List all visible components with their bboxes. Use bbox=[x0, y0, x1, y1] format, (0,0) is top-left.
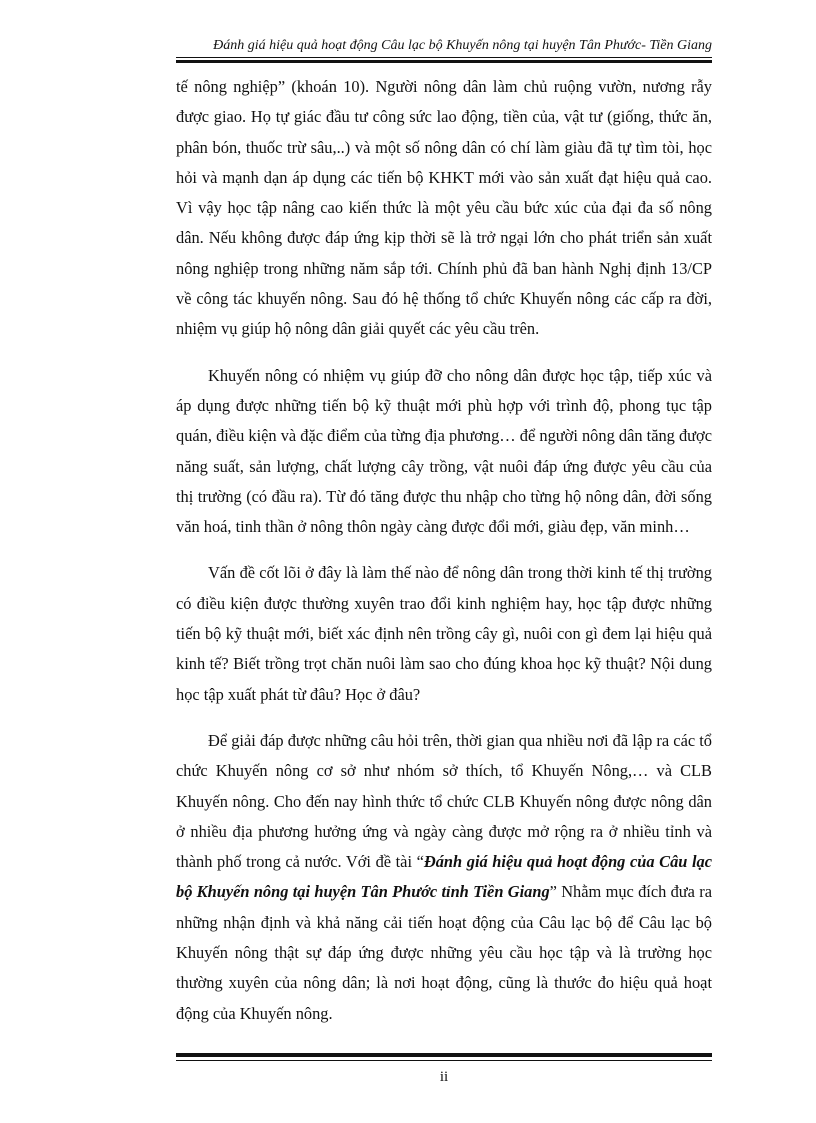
header-rule bbox=[176, 57, 712, 58]
footer-rule-thick bbox=[176, 1053, 712, 1057]
paragraph-3: Vấn đề cốt lõi ở đây là làm thế nào để nông dân trong thời kinh tế thị trường có điều kiện được thường xuyên trao đổi kinh nghiệm hay, học tập được những tiến bộ kỹ thuật mới, biết xác định nên trồng cây gì, nuôi con gì đem lại hiệu quả kinh tế? Biết trồng trọt chăn nuôi làm sao cho đúng khoa học kỹ thuật? Nội dung học tập xuất phát từ đâu? Học ở đâu? bbox=[176, 563, 712, 704]
header-rule-thick bbox=[176, 60, 712, 63]
paragraph-4-text-a: Để giải đáp được những câu hỏi trên, thời gian qua nhiều nơi đã lập ra các tổ chức Khuyến nông cơ sở như nhóm sở thích, tổ Khuyến Nông,… và CLB Khuyến nông. Cho đến nay hình thức tổ chức CLB Khuyến nông được nông dân ở nhiều địa phương hưởng ứng và ngày càng được mở rộng ra ở nhiều tỉnh và thành phố trong cả nước. Với đề tài “ bbox=[176, 730, 712, 872]
page-number: ii bbox=[439, 1069, 449, 1085]
document-body bbox=[176, 72, 712, 1029]
topic-title: Đánh giá hiệu quả hoạt động của Câu lạc bộ Khuyến nông tại huyện Tân Phước tỉnh Tiền Giang bbox=[176, 852, 712, 902]
footer-rule bbox=[176, 1060, 712, 1061]
running-header: Đánh giá hiệu quả hoạt động Câu lạc bộ Khuyến nông tại huyện Tân Phước- Tiền Giang bbox=[213, 38, 712, 53]
paragraph-4-text-b: ” Nhằm mục đích đưa ra những nhận định và khả năng cải tiến hoạt động của Câu lạc bộ để Câu lạc bộ Khuyến nông thật sự đáp ứng được những yêu cầu học tập và là trường học thường xuyên của nông dân; là nơi hoạt động, cũng là thước đo hiệu quả hoạt động của Khuyến nông. bbox=[176, 882, 712, 1023]
paragraph-4 bbox=[176, 726, 712, 1029]
paragraph-2: Khuyến nông có nhiệm vụ giúp đỡ cho nông dân được học tập, tiếp xúc và áp dụng được những tiến bộ kỹ thuật mới phù hợp với trình độ, phong tục tập quán, điều kiện và đặc điểm của từng địa phương… để người nông dân tăng được năng suất, sản lượng, chất lượng cây trồng, vật nuôi đáp ứng được yêu cầu của thị trường (có đầu ra). Từ đó tăng được thu nhập cho từng hộ nông dân, đời sống văn hoá, tinh thần ở nông thôn ngày càng được đổi mới, giàu đẹp, văn minh… bbox=[176, 365, 712, 537]
paragraph-1: tế nông nghiệp” (khoán 10). Người nông dân làm chủ ruộng vườn, nương rẫy được giao. Họ tự giác đầu tư công sức lao động, tiền của, vật tư (giống, thức ăn, phân bón, thuốc trừ sâu,..) và một số nông dân có chí làm giàu đã tự tìm tòi, học hỏi và mạnh dạn áp dụng các tiến bộ KHKT mới vào sản xuất đạt hiệu quả cao. Vì vậy học tập nâng cao kiến thức là một yêu cầu bức xúc của đại đa số nông dân. Nếu không được đáp ứng kịp thời sẽ là trở ngại lớn cho phát triển sản xuất nông nghiệp trong những năm sắp tới. Chính phủ đã ban hành Nghị định 13/CP về công tác khuyến nông. Sau đó hệ thống tổ chức Khuyến nông các cấp ra đời, nhiệm vụ giúp hộ nông dân giải quyết các yêu cầu trên. bbox=[176, 77, 712, 339]
